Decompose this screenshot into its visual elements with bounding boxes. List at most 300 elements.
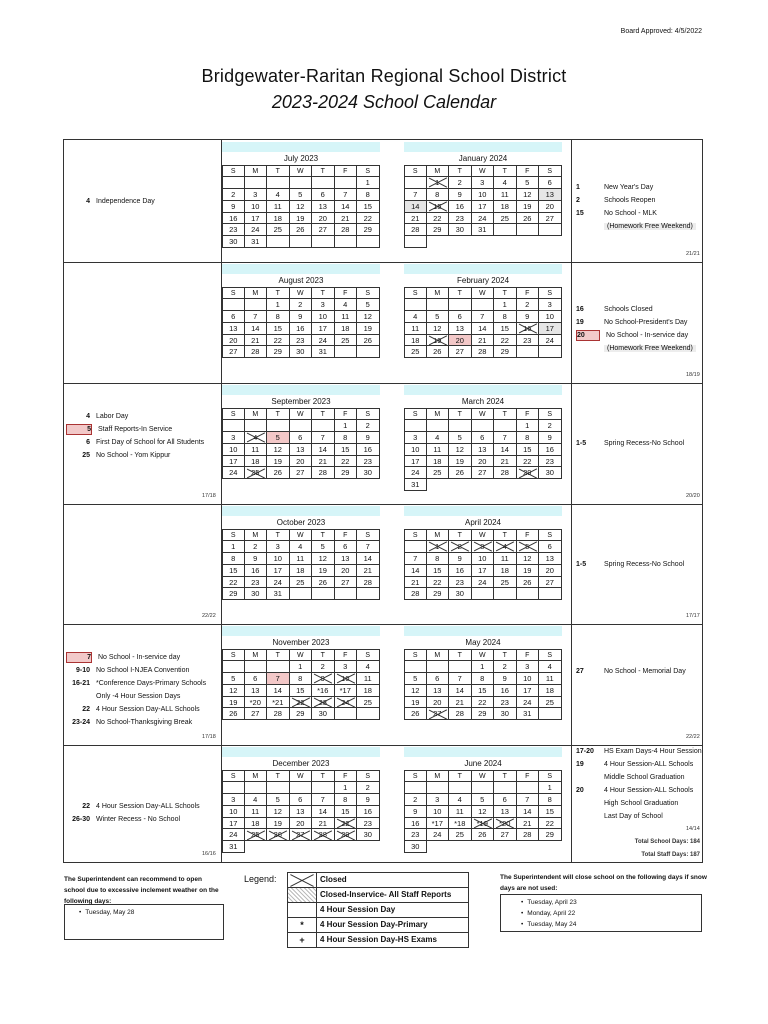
day-cell[interactable]: 27 <box>449 346 472 358</box>
day-cell[interactable]: 17 <box>404 456 427 468</box>
day-cell[interactable]: 7 <box>267 673 290 685</box>
day-cell[interactable]: 12 <box>357 311 380 323</box>
day-cell[interactable]: 23 <box>312 697 335 709</box>
day-cell[interactable]: 28 <box>472 346 495 358</box>
day-cell[interactable]: 26 <box>222 708 245 720</box>
day-cell[interactable]: 4 <box>357 661 380 673</box>
day-cell[interactable]: 27 <box>494 829 517 841</box>
day-cell[interactable]: 23 <box>494 697 517 709</box>
day-cell[interactable]: 14 <box>517 806 540 818</box>
day-cell[interactable]: 24 <box>539 335 562 347</box>
day-cell[interactable]: 20 <box>427 697 450 709</box>
day-cell[interactable]: 19 <box>312 565 335 577</box>
day-cell[interactable]: 10 <box>472 553 495 565</box>
day-cell[interactable]: 11 <box>427 444 450 456</box>
day-cell[interactable]: 22 <box>539 818 562 830</box>
day-cell[interactable]: 19 <box>404 697 427 709</box>
day-cell[interactable]: 13 <box>494 806 517 818</box>
day-cell[interactable]: 21 <box>245 335 268 347</box>
day-cell[interactable]: 5 <box>427 311 450 323</box>
day-cell[interactable]: 17 <box>267 565 290 577</box>
day-cell[interactable]: 11 <box>267 201 290 213</box>
day-cell[interactable]: 3 <box>245 189 268 201</box>
day-cell[interactable]: 6 <box>494 794 517 806</box>
day-cell[interactable]: 21 <box>357 565 380 577</box>
day-cell[interactable]: 30 <box>245 588 268 600</box>
day-cell[interactable]: 12 <box>449 444 472 456</box>
day-cell[interactable]: 2 <box>449 177 472 189</box>
day-cell[interactable]: 24 <box>404 467 427 479</box>
day-cell[interactable]: 22 <box>472 697 495 709</box>
day-cell[interactable]: 3 <box>539 299 562 311</box>
day-cell[interactable]: 28 <box>404 588 427 600</box>
day-cell[interactable]: 29 <box>335 829 358 841</box>
day-cell[interactable]: 5 <box>517 541 540 553</box>
day-cell[interactable]: 4 <box>290 541 313 553</box>
day-cell[interactable]: *19 <box>472 818 495 830</box>
day-cell[interactable]: 3 <box>222 432 245 444</box>
day-cell[interactable]: 22 <box>290 697 313 709</box>
day-cell[interactable]: 24 <box>472 213 495 225</box>
day-cell[interactable]: 14 <box>335 201 358 213</box>
day-cell[interactable]: 30 <box>404 841 427 853</box>
day-cell[interactable]: 4 <box>427 432 450 444</box>
day-cell[interactable]: 10 <box>267 553 290 565</box>
day-cell[interactable]: *21 <box>267 697 290 709</box>
day-cell[interactable]: 14 <box>312 806 335 818</box>
day-cell[interactable]: 1 <box>335 420 358 432</box>
day-cell[interactable]: 23 <box>449 213 472 225</box>
day-cell[interactable]: 16 <box>494 685 517 697</box>
day-cell[interactable]: 2 <box>517 299 540 311</box>
day-cell[interactable]: 14 <box>267 685 290 697</box>
day-cell[interactable]: 20 <box>290 456 313 468</box>
day-cell[interactable]: 4 <box>245 432 268 444</box>
day-cell[interactable]: 23 <box>222 224 245 236</box>
day-cell[interactable]: 20 <box>222 335 245 347</box>
day-cell[interactable]: 19 <box>267 456 290 468</box>
day-cell[interactable]: 6 <box>539 541 562 553</box>
day-cell[interactable]: 11 <box>539 673 562 685</box>
day-cell[interactable]: 22 <box>335 818 358 830</box>
day-cell[interactable]: 12 <box>267 806 290 818</box>
day-cell[interactable]: 23 <box>357 818 380 830</box>
day-cell[interactable]: 7 <box>449 673 472 685</box>
day-cell[interactable]: 14 <box>357 553 380 565</box>
day-cell[interactable]: 5 <box>449 432 472 444</box>
day-cell[interactable]: 30 <box>312 708 335 720</box>
day-cell[interactable]: 22 <box>222 577 245 589</box>
day-cell[interactable]: 8 <box>357 189 380 201</box>
day-cell[interactable]: 11 <box>449 806 472 818</box>
day-cell[interactable]: 5 <box>312 541 335 553</box>
day-cell[interactable]: 26 <box>517 577 540 589</box>
day-cell[interactable]: 13 <box>290 806 313 818</box>
day-cell[interactable]: 13 <box>427 685 450 697</box>
day-cell[interactable]: 3 <box>222 794 245 806</box>
day-cell[interactable]: 18 <box>245 818 268 830</box>
day-cell[interactable]: 28 <box>494 467 517 479</box>
day-cell[interactable]: 2 <box>357 782 380 794</box>
day-cell[interactable]: 9 <box>494 673 517 685</box>
day-cell[interactable]: 3 <box>404 432 427 444</box>
day-cell[interactable]: 6 <box>449 311 472 323</box>
day-cell[interactable]: 25 <box>494 577 517 589</box>
day-cell[interactable]: 27 <box>312 224 335 236</box>
day-cell[interactable]: 20 <box>539 201 562 213</box>
day-cell[interactable]: 11 <box>290 553 313 565</box>
day-cell[interactable]: 24 <box>312 335 335 347</box>
day-cell[interactable]: 28 <box>312 829 335 841</box>
day-cell[interactable]: 23 <box>404 829 427 841</box>
day-cell[interactable]: 8 <box>335 794 358 806</box>
day-cell[interactable]: 22 <box>267 335 290 347</box>
day-cell[interactable]: 16 <box>222 213 245 225</box>
day-cell[interactable]: 30 <box>494 708 517 720</box>
day-cell[interactable]: 18 <box>245 456 268 468</box>
day-cell[interactable]: 2 <box>357 420 380 432</box>
day-cell[interactable]: 4 <box>335 299 358 311</box>
day-cell[interactable]: 19 <box>449 456 472 468</box>
day-cell[interactable]: 4 <box>404 311 427 323</box>
day-cell[interactable]: 19 <box>427 335 450 347</box>
day-cell[interactable]: 11 <box>245 806 268 818</box>
day-cell[interactable]: 26 <box>427 346 450 358</box>
day-cell[interactable]: 13 <box>472 444 495 456</box>
day-cell[interactable]: 5 <box>517 177 540 189</box>
day-cell[interactable]: 28 <box>335 224 358 236</box>
day-cell[interactable]: 11 <box>494 189 517 201</box>
day-cell[interactable]: *18 <box>449 818 472 830</box>
day-cell[interactable]: 1 <box>517 420 540 432</box>
day-cell[interactable]: 22 <box>427 577 450 589</box>
day-cell[interactable]: 7 <box>404 553 427 565</box>
day-cell[interactable]: 6 <box>472 432 495 444</box>
day-cell[interactable]: 12 <box>267 444 290 456</box>
day-cell[interactable]: 23 <box>517 335 540 347</box>
day-cell[interactable]: 8 <box>427 189 450 201</box>
day-cell[interactable]: 20 <box>290 818 313 830</box>
day-cell[interactable]: 17 <box>222 818 245 830</box>
day-cell[interactable]: 14 <box>312 444 335 456</box>
day-cell[interactable]: 7 <box>312 432 335 444</box>
day-cell[interactable]: 12 <box>517 553 540 565</box>
day-cell[interactable]: 26 <box>517 213 540 225</box>
day-cell[interactable]: 18 <box>427 456 450 468</box>
day-cell[interactable]: 6 <box>290 794 313 806</box>
day-cell[interactable]: 14 <box>404 565 427 577</box>
day-cell[interactable]: 6 <box>539 177 562 189</box>
day-cell[interactable]: 24 <box>267 577 290 589</box>
day-cell[interactable]: 25 <box>245 829 268 841</box>
day-cell[interactable]: 19 <box>517 201 540 213</box>
day-cell[interactable]: 26 <box>449 467 472 479</box>
day-cell[interactable]: 8 <box>494 311 517 323</box>
day-cell[interactable]: 1 <box>472 661 495 673</box>
day-cell[interactable]: 30 <box>449 588 472 600</box>
day-cell[interactable]: 21 <box>335 213 358 225</box>
day-cell[interactable]: 19 <box>290 213 313 225</box>
day-cell[interactable]: 15 <box>335 806 358 818</box>
day-cell[interactable]: 17 <box>472 565 495 577</box>
day-cell[interactable]: 18 <box>404 335 427 347</box>
day-cell[interactable]: *16 <box>312 685 335 697</box>
day-cell[interactable]: 31 <box>245 236 268 248</box>
day-cell[interactable]: 29 <box>517 467 540 479</box>
day-cell[interactable]: 21 <box>404 213 427 225</box>
day-cell[interactable]: 22 <box>357 213 380 225</box>
day-cell[interactable]: 6 <box>222 311 245 323</box>
day-cell[interactable]: 31 <box>222 841 245 853</box>
day-cell[interactable]: 24 <box>222 829 245 841</box>
day-cell[interactable]: 22 <box>427 213 450 225</box>
day-cell[interactable]: 10 <box>539 311 562 323</box>
day-cell[interactable]: 24 <box>517 697 540 709</box>
day-cell[interactable]: 11 <box>245 444 268 456</box>
day-cell[interactable]: 12 <box>472 806 495 818</box>
day-cell[interactable]: 1 <box>357 177 380 189</box>
day-cell[interactable]: 25 <box>357 697 380 709</box>
day-cell[interactable]: 15 <box>357 201 380 213</box>
day-cell[interactable]: 21 <box>472 335 495 347</box>
day-cell[interactable]: 30 <box>449 224 472 236</box>
day-cell[interactable]: 8 <box>267 311 290 323</box>
day-cell[interactable]: 8 <box>222 553 245 565</box>
day-cell[interactable]: 10 <box>335 673 358 685</box>
day-cell[interactable]: 6 <box>290 432 313 444</box>
day-cell[interactable]: 17 <box>517 685 540 697</box>
day-cell[interactable]: 4 <box>494 541 517 553</box>
day-cell[interactable]: 14 <box>472 323 495 335</box>
day-cell[interactable]: 19 <box>222 697 245 709</box>
day-cell[interactable]: 21 <box>312 818 335 830</box>
day-cell[interactable]: *17 <box>427 818 450 830</box>
day-cell[interactable]: 29 <box>472 708 495 720</box>
day-cell[interactable]: 15 <box>427 201 450 213</box>
day-cell[interactable]: 2 <box>404 794 427 806</box>
day-cell[interactable]: 7 <box>494 432 517 444</box>
day-cell[interactable]: 17 <box>539 323 562 335</box>
day-cell[interactable]: 10 <box>222 806 245 818</box>
day-cell[interactable]: 29 <box>290 708 313 720</box>
day-cell[interactable]: 8 <box>539 794 562 806</box>
day-cell[interactable]: 23 <box>290 335 313 347</box>
day-cell[interactable]: 30 <box>357 467 380 479</box>
day-cell[interactable]: 31 <box>404 479 427 491</box>
day-cell[interactable]: 22 <box>335 456 358 468</box>
day-cell[interactable]: 14 <box>404 201 427 213</box>
day-cell[interactable]: 1 <box>267 299 290 311</box>
day-cell[interactable]: 7 <box>245 311 268 323</box>
day-cell[interactable]: 21 <box>494 456 517 468</box>
day-cell[interactable]: 5 <box>404 673 427 685</box>
day-cell[interactable]: 29 <box>494 346 517 358</box>
day-cell[interactable]: 29 <box>357 224 380 236</box>
day-cell[interactable]: 29 <box>427 588 450 600</box>
day-cell[interactable]: 29 <box>222 588 245 600</box>
day-cell[interactable]: 27 <box>290 467 313 479</box>
day-cell[interactable]: 17 <box>472 201 495 213</box>
day-cell[interactable]: 24 <box>472 577 495 589</box>
day-cell[interactable]: 16 <box>449 565 472 577</box>
day-cell[interactable]: 29 <box>335 467 358 479</box>
day-cell[interactable]: 16 <box>290 323 313 335</box>
day-cell[interactable]: 4 <box>539 661 562 673</box>
day-cell[interactable]: 5 <box>357 299 380 311</box>
day-cell[interactable]: 23 <box>357 456 380 468</box>
day-cell[interactable]: 6 <box>312 189 335 201</box>
day-cell[interactable]: 5 <box>472 794 495 806</box>
day-cell[interactable]: 6 <box>335 541 358 553</box>
day-cell[interactable]: 3 <box>335 661 358 673</box>
day-cell[interactable]: 29 <box>427 224 450 236</box>
day-cell[interactable]: 24 <box>222 467 245 479</box>
day-cell[interactable]: 26 <box>267 829 290 841</box>
day-cell[interactable]: 27 <box>245 708 268 720</box>
day-cell[interactable]: 26 <box>357 335 380 347</box>
day-cell[interactable]: 15 <box>335 444 358 456</box>
day-cell[interactable]: 26 <box>312 577 335 589</box>
day-cell[interactable]: 18 <box>267 213 290 225</box>
day-cell[interactable]: 23 <box>449 577 472 589</box>
day-cell[interactable]: 27 <box>222 346 245 358</box>
day-cell[interactable]: 17 <box>245 213 268 225</box>
day-cell[interactable]: 3 <box>517 661 540 673</box>
day-cell[interactable]: 22 <box>494 335 517 347</box>
day-cell[interactable]: 21 <box>312 456 335 468</box>
day-cell[interactable]: 11 <box>335 311 358 323</box>
day-cell[interactable]: 27 <box>539 577 562 589</box>
day-cell[interactable]: 27 <box>427 708 450 720</box>
day-cell[interactable]: 2 <box>539 420 562 432</box>
day-cell[interactable]: 10 <box>312 311 335 323</box>
day-cell[interactable]: 16 <box>539 444 562 456</box>
day-cell[interactable]: 8 <box>517 432 540 444</box>
day-cell[interactable]: 9 <box>449 553 472 565</box>
day-cell[interactable]: 18 <box>357 685 380 697</box>
day-cell[interactable]: 1 <box>539 782 562 794</box>
day-cell[interactable]: 24 <box>427 829 450 841</box>
day-cell[interactable]: 27 <box>539 213 562 225</box>
day-cell[interactable]: 3 <box>427 794 450 806</box>
day-cell[interactable]: 24 <box>335 697 358 709</box>
day-cell[interactable]: 10 <box>404 444 427 456</box>
day-cell[interactable]: 12 <box>427 323 450 335</box>
day-cell[interactable]: 16 <box>357 806 380 818</box>
day-cell[interactable]: 18 <box>539 685 562 697</box>
day-cell[interactable]: 15 <box>494 323 517 335</box>
day-cell[interactable]: 6 <box>427 673 450 685</box>
day-cell[interactable]: 30 <box>222 236 245 248</box>
day-cell[interactable]: 16 <box>517 323 540 335</box>
day-cell[interactable]: 20 <box>539 565 562 577</box>
day-cell[interactable]: 3 <box>472 177 495 189</box>
day-cell[interactable]: 13 <box>312 201 335 213</box>
day-cell[interactable]: 25 <box>449 829 472 841</box>
day-cell[interactable]: 12 <box>290 201 313 213</box>
day-cell[interactable]: 20 <box>449 335 472 347</box>
day-cell[interactable]: 28 <box>357 577 380 589</box>
day-cell[interactable]: 5 <box>290 189 313 201</box>
day-cell[interactable]: 13 <box>449 323 472 335</box>
day-cell[interactable]: 27 <box>472 467 495 479</box>
day-cell[interactable]: 9 <box>517 311 540 323</box>
day-cell[interactable]: 29 <box>539 829 562 841</box>
day-cell[interactable]: 20 <box>335 565 358 577</box>
day-cell[interactable]: 7 <box>312 794 335 806</box>
day-cell[interactable]: 14 <box>494 444 517 456</box>
day-cell[interactable]: 3 <box>312 299 335 311</box>
day-cell[interactable]: *20 <box>494 818 517 830</box>
day-cell[interactable]: 15 <box>267 323 290 335</box>
day-cell[interactable]: 26 <box>404 708 427 720</box>
day-cell[interactable]: 9 <box>357 432 380 444</box>
day-cell[interactable]: 15 <box>472 685 495 697</box>
day-cell[interactable]: 22 <box>517 456 540 468</box>
day-cell[interactable]: 4 <box>267 189 290 201</box>
day-cell[interactable]: 9 <box>404 806 427 818</box>
day-cell[interactable]: 15 <box>427 565 450 577</box>
day-cell[interactable]: 11 <box>494 553 517 565</box>
day-cell[interactable]: 25 <box>427 467 450 479</box>
day-cell[interactable]: 12 <box>312 553 335 565</box>
day-cell[interactable]: 11 <box>357 673 380 685</box>
day-cell[interactable]: 27 <box>290 829 313 841</box>
day-cell[interactable]: 30 <box>539 467 562 479</box>
day-cell[interactable]: 8 <box>335 432 358 444</box>
day-cell[interactable]: *17 <box>335 685 358 697</box>
day-cell[interactable]: 25 <box>404 346 427 358</box>
day-cell[interactable]: 19 <box>517 565 540 577</box>
day-cell[interactable]: 17 <box>312 323 335 335</box>
day-cell[interactable]: 28 <box>517 829 540 841</box>
day-cell[interactable]: 18 <box>335 323 358 335</box>
day-cell[interactable]: 14 <box>245 323 268 335</box>
day-cell[interactable]: 9 <box>312 673 335 685</box>
day-cell[interactable]: 11 <box>404 323 427 335</box>
day-cell[interactable]: 12 <box>404 685 427 697</box>
day-cell[interactable]: 2 <box>494 661 517 673</box>
day-cell[interactable]: 14 <box>449 685 472 697</box>
day-cell[interactable]: 13 <box>335 553 358 565</box>
day-cell[interactable]: 1 <box>290 661 313 673</box>
day-cell[interactable]: 21 <box>449 697 472 709</box>
day-cell[interactable]: 9 <box>449 189 472 201</box>
day-cell[interactable]: 3 <box>267 541 290 553</box>
day-cell[interactable]: 18 <box>494 201 517 213</box>
day-cell[interactable]: 4 <box>449 794 472 806</box>
day-cell[interactable]: 30 <box>357 829 380 841</box>
day-cell[interactable]: 23 <box>539 456 562 468</box>
day-cell[interactable]: 28 <box>312 467 335 479</box>
day-cell[interactable]: 28 <box>267 708 290 720</box>
day-cell[interactable]: 25 <box>539 697 562 709</box>
day-cell[interactable]: 7 <box>357 541 380 553</box>
day-cell[interactable]: 1 <box>222 541 245 553</box>
day-cell[interactable]: 7 <box>472 311 495 323</box>
day-cell[interactable]: 20 <box>312 213 335 225</box>
day-cell[interactable]: 13 <box>222 323 245 335</box>
day-cell[interactable]: 13 <box>290 444 313 456</box>
day-cell[interactable]: 18 <box>290 565 313 577</box>
day-cell[interactable]: 2 <box>290 299 313 311</box>
day-cell[interactable]: 8 <box>472 673 495 685</box>
day-cell[interactable]: 8 <box>427 553 450 565</box>
day-cell[interactable]: 2 <box>312 661 335 673</box>
day-cell[interactable]: 4 <box>494 177 517 189</box>
day-cell[interactable]: 29 <box>267 346 290 358</box>
day-cell[interactable]: 10 <box>222 444 245 456</box>
